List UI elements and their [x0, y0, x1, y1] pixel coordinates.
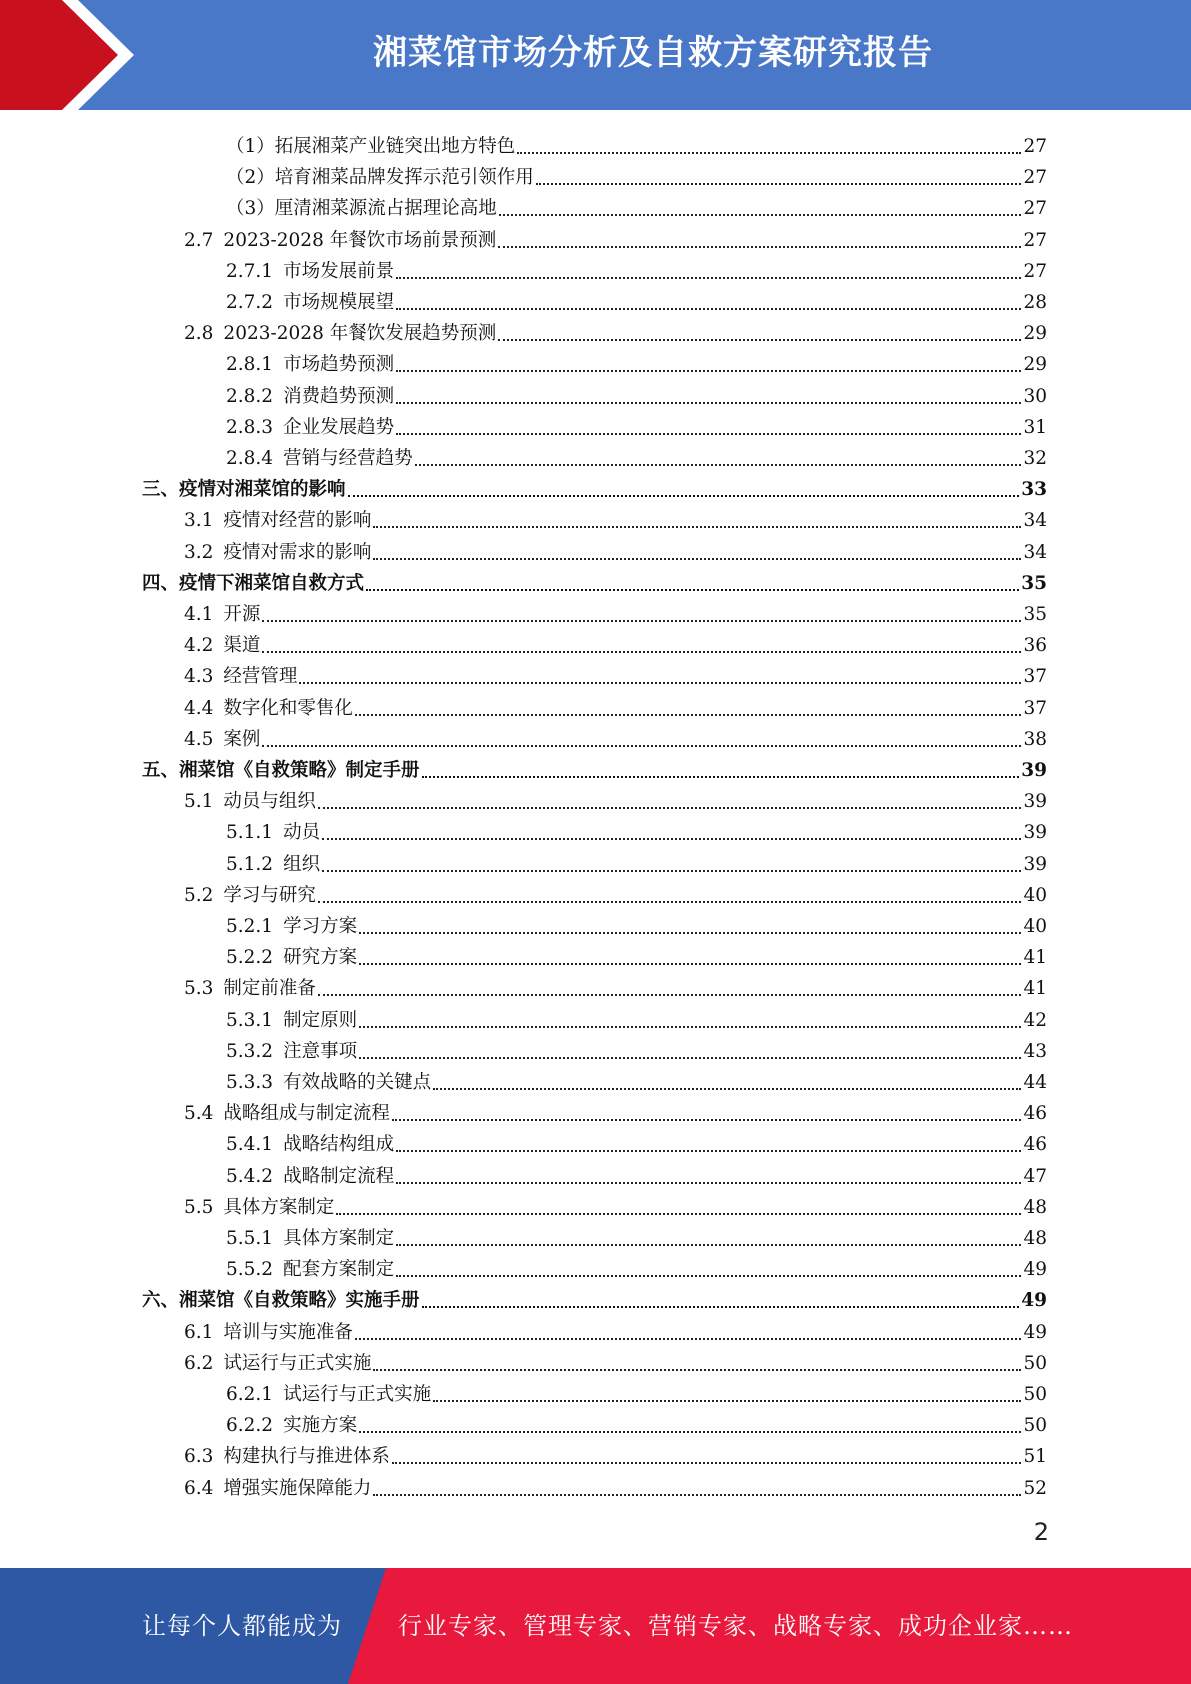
toc-entry-label: 疫情对需求的影响 [223, 541, 372, 563]
toc-entry-label: 数字化和零售化 [223, 697, 353, 719]
toc-entry-page: 27 [1023, 136, 1047, 157]
toc-entry-label: 市场规模展望 [283, 292, 395, 313]
toc-entry-title [184, 698, 355, 720]
toc-entry-number: 5.1.1 [226, 822, 274, 844]
toc-entry-title [226, 1134, 396, 1156]
toc-entry-label: 学习方案 [283, 916, 358, 937]
toc-entry-title [226, 417, 396, 439]
toc-leader-dots [433, 1386, 1021, 1402]
toc-entry-number: 5.1 [184, 791, 214, 813]
toc-entry-label: 渠道 [223, 635, 261, 657]
toc-entry-page: 50 [1023, 1352, 1047, 1374]
toc-entry-title [184, 1103, 392, 1125]
toc-entry-number: 5.5 [184, 1196, 214, 1218]
toc-entry-title [226, 854, 322, 876]
toc-entry-label: 三、疫情对湘菜馆的影响 [142, 479, 346, 501]
toc-entry-number: 2.7.1 [226, 260, 274, 282]
toc-entry-page: 46 [1023, 1134, 1047, 1156]
toc-leader-dots [422, 762, 1020, 778]
toc-leader-dots [355, 1324, 1022, 1340]
toc-entry-label: 消费趋势预测 [283, 385, 395, 407]
toc-leader-dots [366, 575, 1019, 591]
toc-entry-number: （1） [226, 136, 275, 157]
toc-leader-dots [396, 1168, 1021, 1184]
toc-entry-label: 培育湘菜品牌发挥示范引领作用 [274, 167, 534, 189]
toc-entry-title [226, 1166, 396, 1188]
page-footer [0, 1568, 1191, 1684]
toc-entry-title [142, 479, 348, 501]
toc-leader-dots [536, 169, 1022, 185]
toc-entry-page: 32 [1023, 448, 1047, 469]
toc-entry[interactable] [226, 283, 1047, 314]
toc-entry-label: 研究方案 [283, 947, 358, 969]
toc-entry-number: 2.8.4 [226, 448, 274, 469]
toc-entry-page: 39 [1021, 760, 1047, 781]
toc-entry-number: 6.2.2 [226, 1415, 274, 1437]
toc-entry-title [184, 666, 299, 688]
toc-entry-number: （3） [226, 198, 275, 220]
toc-entry-page: 27 [1023, 198, 1047, 220]
toc-leader-dots [415, 450, 1022, 466]
toc-entry-number: 5.4 [184, 1103, 214, 1125]
toc-entry-label: 培训与实施准备 [223, 1321, 353, 1343]
toc-entry[interactable] [226, 1250, 1047, 1281]
toc-entry-label: 厘清湘菜源流占据理论高地 [274, 198, 497, 220]
toc-entry[interactable] [184, 657, 1047, 688]
toc-entry-page: 37 [1023, 697, 1047, 719]
toc-entry-title [184, 885, 318, 907]
toc-leader-dots [348, 481, 1020, 497]
toc-leader-dots [396, 263, 1021, 279]
toc-entry-title [142, 573, 366, 595]
toc-entry-label: 战略结构组成 [283, 1134, 395, 1156]
toc-entry[interactable] [226, 1125, 1047, 1156]
toc-entry-page: 31 [1023, 416, 1047, 438]
toc-entry-label: 2023-2028 年餐饮市场前景预测 [223, 229, 497, 251]
toc-entry-number: 6.3 [184, 1446, 214, 1468]
toc-entry-label: 增强实施保障能力 [223, 1477, 372, 1499]
toc-entry-page: 49 [1021, 1290, 1047, 1312]
toc-entry-page: 48 [1023, 1228, 1047, 1249]
document-title: 湘菜馆市场分析及自救方案研究报告 [373, 33, 933, 73]
toc-leader-dots [359, 1012, 1021, 1028]
toc-entry-label: 具体方案制定 [223, 1196, 335, 1218]
toc-leader-dots [396, 1136, 1021, 1152]
toc-entry-page: 41 [1023, 947, 1047, 969]
toc-entry[interactable] [226, 813, 1047, 844]
toc-leader-dots [373, 544, 1021, 560]
toc-leader-dots [318, 980, 1022, 996]
toc-entry-title [184, 1322, 355, 1344]
toc-entry-label: 经营管理 [223, 666, 298, 688]
toc-entry[interactable] [184, 1437, 1047, 1468]
toc-leader-dots [498, 232, 1021, 248]
toc-entry[interactable] [142, 564, 1047, 595]
toc-entry-title [226, 1041, 359, 1063]
toc-entry[interactable] [226, 252, 1047, 283]
toc-entry-label: 拓展湘菜产业链突出地方特色 [274, 136, 516, 157]
toc-entry[interactable] [226, 907, 1047, 938]
toc-entry[interactable] [142, 1281, 1047, 1312]
toc-entry-number: 5.3 [184, 978, 214, 1000]
toc-entry-page: 39 [1023, 822, 1047, 844]
toc-entry-number: 3.1 [184, 510, 214, 532]
toc-entry[interactable] [226, 127, 1047, 158]
toc-entry-label: 组织 [283, 853, 321, 875]
toc-entry[interactable] [226, 439, 1047, 470]
toc-entry[interactable] [226, 1219, 1047, 1250]
toc-entry[interactable] [184, 1313, 1047, 1344]
toc-entry-title [184, 978, 318, 1000]
toc-entry-title [226, 1072, 433, 1094]
toc-entry-number: 4.3 [184, 666, 214, 688]
toc-entry-title [142, 760, 422, 782]
toc-leader-dots [396, 294, 1021, 310]
toc-entry-page: 29 [1023, 354, 1047, 376]
toc-entry[interactable] [184, 782, 1047, 813]
toc-entry-page: 52 [1023, 1477, 1047, 1499]
toc-entry-title [226, 822, 322, 844]
toc-leader-dots [396, 1230, 1021, 1246]
toc-entry-number: 4.2 [184, 635, 214, 657]
toc-entry-title [184, 604, 262, 626]
toc-entry-title [184, 1478, 373, 1500]
toc-entry[interactable] [226, 1001, 1047, 1032]
page-header [0, 0, 1191, 110]
toc-entry[interactable] [226, 938, 1047, 969]
toc-entry[interactable] [184, 626, 1047, 657]
toc-leader-dots [373, 1480, 1021, 1496]
toc-entry-title [226, 198, 499, 220]
toc-entry-page: 35 [1021, 572, 1047, 594]
toc-entry-number: 6.4 [184, 1477, 214, 1499]
toc-entry-label: 动员与组织 [223, 791, 316, 813]
toc-leader-dots [262, 606, 1021, 622]
toc-entry[interactable] [226, 1375, 1047, 1406]
toc-entry-label: 案例 [223, 728, 261, 750]
toc-entry-number: 2.8 [184, 323, 214, 345]
toc-leader-dots [355, 700, 1022, 716]
toc-entry-label: 五、湘菜馆《自救策略》制定手册 [142, 760, 420, 781]
toc-entry-page: 41 [1023, 978, 1047, 1000]
toc-entry-page: 40 [1023, 884, 1047, 906]
toc-leader-dots [373, 512, 1021, 528]
toc-leader-dots [359, 949, 1021, 965]
toc-entry-page: 48 [1023, 1196, 1047, 1218]
page-number: 2 [1033, 1518, 1049, 1546]
toc-entry-page: 33 [1021, 479, 1047, 501]
toc-entry-title [226, 261, 396, 283]
toc-entry-page: 43 [1023, 1040, 1047, 1062]
toc-entry-label: 有效战略的关键点 [283, 1072, 432, 1093]
toc-leader-dots [373, 1355, 1021, 1371]
toc-entry-page: 42 [1023, 1009, 1047, 1031]
toc-entry-number: 4.5 [184, 728, 214, 750]
toc-entry-title [226, 1259, 396, 1281]
toc-leader-dots [322, 856, 1021, 872]
toc-entry-number: 3.2 [184, 541, 214, 563]
toc-entry-title [226, 947, 359, 969]
toc-entry-page: 44 [1023, 1072, 1047, 1093]
toc-entry[interactable] [226, 845, 1047, 876]
toc-entry-page: 50 [1023, 1415, 1047, 1437]
toc-entry-title [184, 542, 373, 564]
toc-entry-title [226, 1228, 396, 1250]
toc-leader-dots [318, 887, 1022, 903]
toc-entry[interactable] [184, 969, 1047, 1000]
toc-leader-dots [299, 668, 1021, 684]
toc-entry[interactable] [226, 189, 1047, 220]
toc-entry[interactable] [226, 1157, 1047, 1188]
toc-entry-number: 2.8.3 [226, 416, 274, 438]
toc-entry[interactable] [226, 408, 1047, 439]
toc-entry-page: 29 [1023, 323, 1047, 345]
toc-entry-number: 5.4.2 [226, 1165, 274, 1187]
toc-entry-title [184, 1197, 336, 1219]
toc-entry-number: 5.5.2 [226, 1259, 274, 1281]
toc-entry-title [184, 323, 498, 345]
toc-entry-label: 制定原则 [283, 1009, 358, 1031]
toc-entry[interactable] [142, 470, 1047, 501]
toc-entry-page: 50 [1023, 1384, 1047, 1405]
toc-entry-label: 营销与经营趋势 [283, 448, 413, 469]
toc-leader-dots [517, 138, 1021, 154]
toc-entry-page: 37 [1023, 666, 1047, 688]
toc-leader-dots [433, 1074, 1021, 1090]
toc-entry-page: 27 [1023, 229, 1047, 251]
toc-entry-number: （2） [226, 167, 275, 189]
toc-entry[interactable] [184, 876, 1047, 907]
toc-entry-page: 46 [1023, 1103, 1047, 1125]
toc-entry-label: 试运行与正式实施 [283, 1384, 432, 1405]
toc-entry-number: 6.2.1 [226, 1384, 274, 1405]
toc-entry-title [184, 729, 262, 751]
toc-entry-label: 战略制定流程 [283, 1165, 395, 1187]
toc-entry-number: 5.2.2 [226, 947, 274, 969]
toc-entry[interactable] [142, 751, 1047, 782]
toc-entry-page: 51 [1023, 1446, 1047, 1468]
toc-entry-title [184, 1446, 392, 1468]
toc-leader-dots [422, 1292, 1020, 1308]
toc-entry[interactable] [184, 1188, 1047, 1219]
toc-leader-dots [359, 918, 1021, 934]
toc-entry-title [226, 386, 396, 408]
toc-entry-label: 实施方案 [283, 1415, 358, 1437]
toc-leader-dots [359, 1043, 1021, 1059]
toc-entry-label: 开源 [223, 604, 261, 625]
toc-leader-dots [392, 1448, 1022, 1464]
toc-entry-label: 配套方案制定 [283, 1259, 395, 1281]
toc-entry-page: 34 [1023, 541, 1047, 563]
toc-entry-title [226, 354, 396, 376]
toc-entry-page: 27 [1023, 260, 1047, 282]
toc-entry-title [184, 1353, 373, 1375]
toc-entry[interactable] [184, 1344, 1047, 1375]
toc-entry[interactable] [184, 533, 1047, 564]
toc-entry-number: 5.5.1 [226, 1228, 274, 1249]
toc-entry-number: 2.8.2 [226, 385, 274, 407]
toc-entry[interactable] [226, 377, 1047, 408]
toc-entry-title [184, 635, 262, 657]
toc-entry-label: 注意事项 [283, 1040, 358, 1062]
toc-entry[interactable] [184, 314, 1047, 345]
toc-entry[interactable] [226, 1063, 1047, 1094]
toc-entry-label: 战略组成与制定流程 [223, 1103, 390, 1125]
footer-slogan: 让每个人都能成为 [142, 1612, 342, 1640]
toc-entry-page: 34 [1023, 510, 1047, 532]
toc-entry-number: 4.1 [184, 604, 214, 625]
toc-entry[interactable] [184, 720, 1047, 751]
toc-leader-dots [359, 1417, 1021, 1433]
toc-entry-title [226, 1010, 359, 1032]
toc-entry-label: 六、湘菜馆《自救策略》实施手册 [142, 1290, 420, 1312]
toc-entry-number: 5.4.1 [226, 1134, 274, 1156]
toc-entry-title [226, 448, 415, 470]
toc-entry-label: 疫情对经营的影响 [223, 510, 372, 532]
toc-entry-page: 39 [1023, 853, 1047, 875]
toc-entry[interactable] [226, 1406, 1047, 1437]
toc-entry-title [226, 167, 536, 189]
toc-entry[interactable] [226, 345, 1047, 376]
toc-entry-page: 40 [1023, 916, 1047, 937]
toc-leader-dots [262, 731, 1021, 747]
toc-entry-label: 动员 [283, 822, 321, 844]
toc-entry[interactable] [184, 221, 1047, 252]
toc-entry-number: 2.8.1 [226, 354, 274, 376]
toc-leader-dots [318, 793, 1022, 809]
toc-entry-title [184, 230, 498, 252]
toc-entry-title [184, 510, 373, 532]
toc-entry[interactable] [184, 689, 1047, 720]
toc-leader-dots [499, 200, 1022, 216]
footer-tagline: 行业专家、管理专家、营销专家、战略专家、成功企业家…… [398, 1612, 1073, 1640]
toc-entry-title [226, 1415, 359, 1437]
toc-entry-number: 6.1 [184, 1321, 214, 1343]
toc-entry-page: 36 [1023, 635, 1047, 657]
toc-entry-page: 49 [1023, 1259, 1047, 1281]
toc-entry-number: 5.3.2 [226, 1040, 274, 1062]
toc-entry-label: 学习与研究 [223, 884, 316, 906]
toc-entry-label: 市场发展前景 [283, 260, 395, 282]
toc-entry-label: 2023-2028 年餐饮发展趋势预测 [223, 323, 497, 345]
toc-entry[interactable] [184, 1469, 1047, 1500]
toc-entry-title [142, 1290, 422, 1312]
toc-entry-label: 四、疫情下湘菜馆自救方式 [142, 572, 365, 594]
toc-entry-title [226, 1384, 433, 1406]
toc-entry-label: 市场趋势预测 [283, 354, 395, 376]
toc-entry-label: 企业发展趋势 [283, 416, 395, 438]
toc-entry-page: 39 [1023, 791, 1047, 813]
toc-entry-number: 2.7 [184, 229, 214, 251]
toc-entry-number: 5.2 [184, 884, 214, 906]
toc-entry-number: 2.7.2 [226, 292, 274, 313]
toc-leader-dots [396, 1261, 1021, 1277]
toc-entry-label: 具体方案制定 [283, 1228, 395, 1249]
toc-leader-dots [322, 824, 1021, 840]
toc-entry[interactable] [184, 595, 1047, 626]
toc-leader-dots [396, 419, 1021, 435]
toc-entry[interactable] [226, 1032, 1047, 1063]
toc-entry-page: 30 [1023, 385, 1047, 407]
toc-entry-number: 5.3.3 [226, 1072, 274, 1093]
toc-entry-number: 6.2 [184, 1352, 214, 1374]
toc-entry-page: 35 [1023, 604, 1047, 625]
toc-entry-title [184, 791, 318, 813]
toc-entry[interactable] [226, 158, 1047, 189]
toc-entry-page: 49 [1023, 1321, 1047, 1343]
toc-entry-page: 27 [1023, 167, 1047, 189]
toc-entry-number: 4.4 [184, 697, 214, 719]
toc-entry-page: 28 [1023, 292, 1047, 313]
toc-leader-dots [392, 1105, 1022, 1121]
toc-entry[interactable] [184, 1094, 1047, 1125]
toc-entry-page: 38 [1023, 728, 1047, 750]
toc-leader-dots [262, 637, 1021, 653]
toc-entry-label: 构建执行与推进体系 [223, 1446, 390, 1468]
toc-leader-dots [336, 1199, 1021, 1215]
toc-entry-label: 制定前准备 [223, 978, 316, 1000]
toc-leader-dots [396, 356, 1021, 372]
toc-entry-title [226, 916, 359, 938]
toc-entry-label: 试运行与正式实施 [223, 1352, 372, 1374]
toc-entry-number: 5.2.1 [226, 916, 274, 937]
toc-leader-dots [498, 325, 1021, 341]
toc-entry-page: 47 [1023, 1165, 1047, 1187]
toc-entry-number: 5.1.2 [226, 853, 274, 875]
toc-entry[interactable] [184, 501, 1047, 532]
toc-entry-title [226, 292, 396, 314]
toc-leader-dots [396, 388, 1021, 404]
toc-entry-title [226, 136, 517, 158]
toc-entry-number: 5.3.1 [226, 1009, 274, 1031]
